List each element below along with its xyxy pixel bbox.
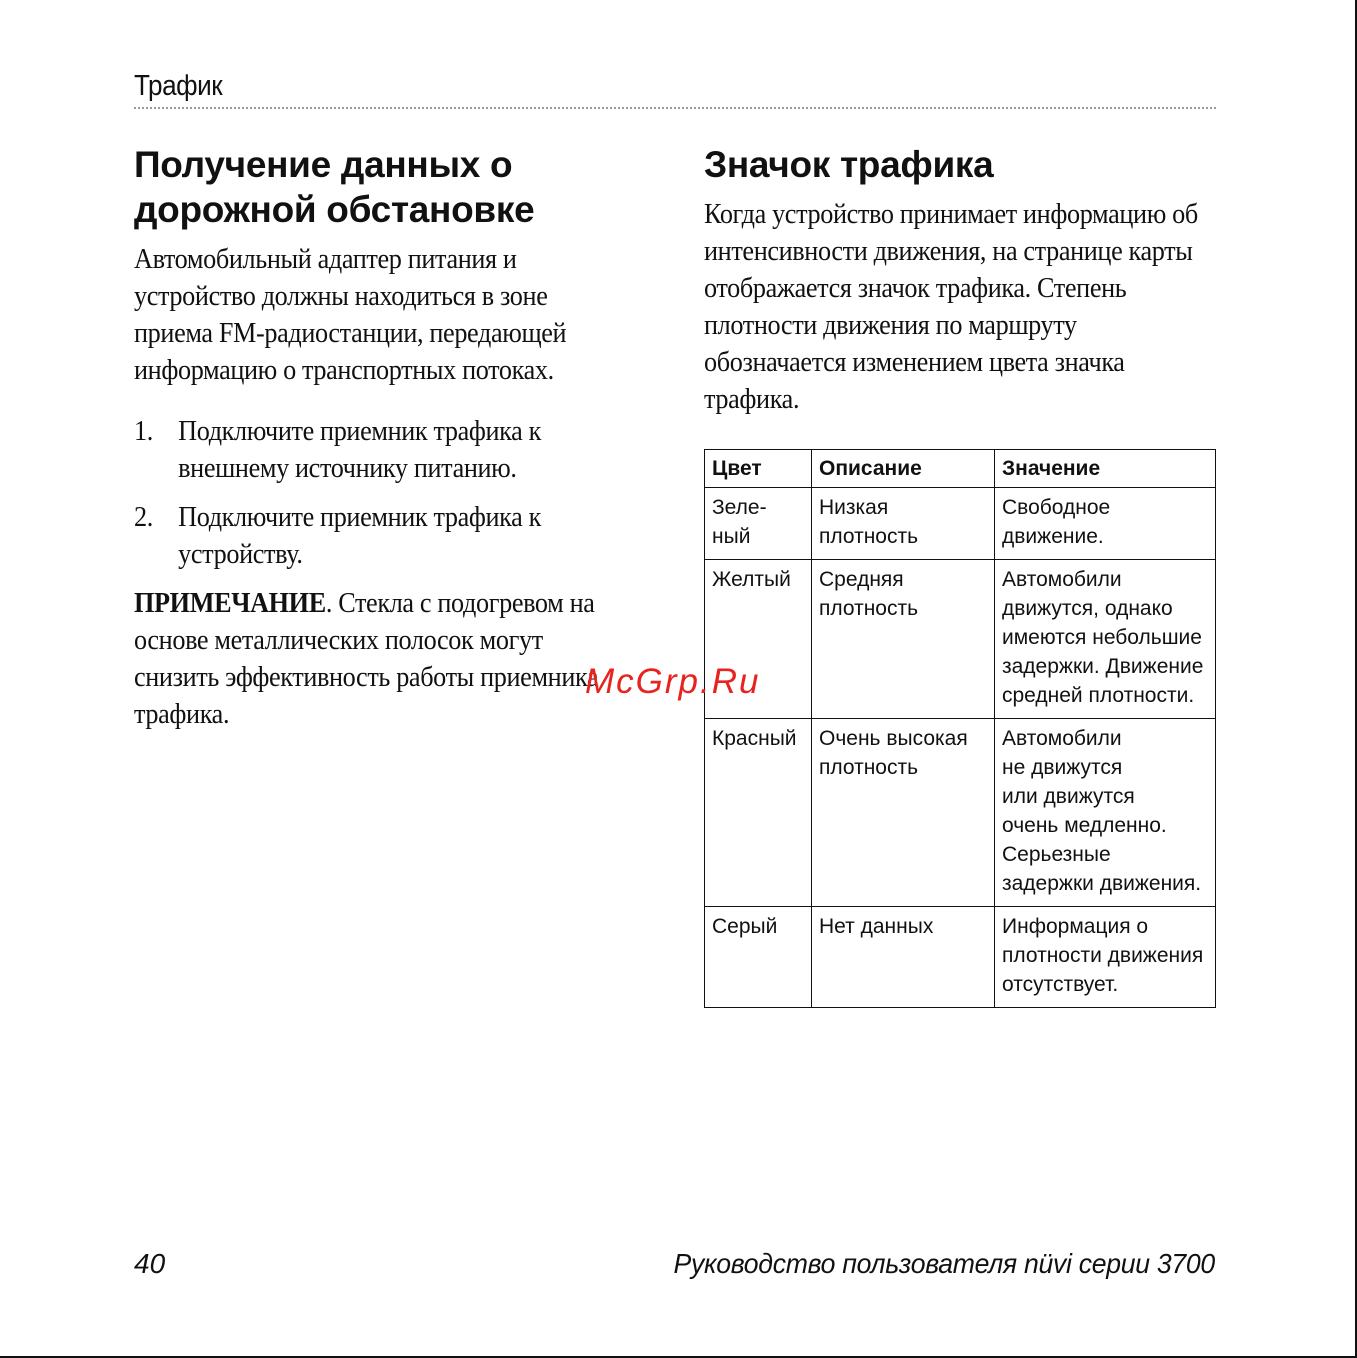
color-cell (705, 488, 812, 560)
cell-line: очень медленно. (1002, 814, 1167, 837)
cell-line: не движутся (1002, 756, 1123, 779)
cell-line: Автомобили (1002, 568, 1122, 591)
cell-line: Информация о (1002, 915, 1149, 938)
cell-line: Серьезные (1002, 843, 1111, 866)
footer-title: Руководство пользователя nüvi серии 3700 (673, 1248, 1215, 1279)
table-row (705, 907, 1216, 1008)
left-column (134, 142, 624, 733)
step-text: Подключите приемник трафика к внешнему источнику питанию. (178, 416, 541, 484)
table-row (705, 719, 1216, 907)
section-header: Трафик (134, 70, 223, 102)
cell-line: плотность (819, 525, 919, 548)
cell-line: Зеле- (712, 496, 767, 519)
step-number: 1. (134, 416, 153, 447)
left-paragraph: Автомобильный адаптер питания и устройство должны находиться в зоне приема FM-радиостанции, передающей информацию о транспортных потоках. (134, 244, 567, 386)
cell-line: Нет данных (819, 915, 934, 938)
cell-line: плотность (819, 597, 919, 620)
right-paragraph: Когда устройство принимает информацию об интенсивности движения, на странице карты отображается значок трафика. Степень плотности движения по маршруту обозначается изменением цвета значка трафика. (704, 199, 1198, 415)
cell-line: движение. (1002, 525, 1104, 548)
meaning-cell (995, 907, 1216, 1008)
cell-line: имеются небольшие (1002, 626, 1202, 649)
cell-line: отсутствует. (1002, 973, 1119, 996)
cell-line: Низкая (819, 496, 889, 519)
cell-line: ный (712, 525, 751, 548)
note-paragraph (134, 585, 622, 733)
cell-line: средней плотности. (1002, 684, 1195, 707)
description-cell (812, 560, 995, 719)
description-cell (812, 488, 995, 560)
step-item (134, 413, 657, 487)
color-cell (705, 907, 812, 1008)
cell-line: движутся, однако (1002, 597, 1173, 620)
header-divider (134, 107, 1216, 109)
cell-line: Свободное (1002, 496, 1111, 519)
page-number: 40 (134, 1248, 166, 1279)
meaning-cell (995, 719, 1216, 907)
color-cell (705, 719, 812, 907)
table-row (705, 560, 1216, 719)
meaning-cell (995, 488, 1216, 560)
steps-list (134, 413, 624, 573)
cell-line: плотность (819, 756, 919, 779)
note-label: ПРИМЕЧАНИЕ (134, 588, 326, 619)
cell-line: или движутся (1002, 785, 1135, 808)
meaning-cell (995, 560, 1216, 719)
left-heading: Получение данных о дорожной обстановке (134, 144, 535, 230)
table-row (705, 488, 1216, 560)
table-header-cell: Цвет (705, 450, 812, 488)
cell-line: Средняя (819, 568, 904, 591)
cell-line: Автомобили (1002, 727, 1122, 750)
watermark-logo: McGrp.Ru (585, 662, 761, 701)
step-item (134, 499, 657, 573)
right-heading: Значок трафика (704, 144, 994, 185)
cell-line: задержки. Движение (1002, 655, 1204, 678)
cell-line: Очень высокая (819, 727, 968, 750)
cell-line: Серый (712, 915, 778, 938)
cell-line: Красный (712, 727, 797, 750)
table-header-cell: Описание (812, 450, 995, 488)
note-text: . Стекла с подогревом на основе металлических полосок могут снизить эффективность работы приемника трафика. (134, 588, 599, 730)
description-cell (812, 907, 995, 1008)
cell-line: задержки движения. (1002, 872, 1202, 895)
step-text: Подключите приемник трафика к устройству. (178, 502, 541, 570)
cell-line: плотности движения (1002, 944, 1204, 967)
traffic-color-table (704, 449, 1216, 1008)
table-header-row (705, 450, 1216, 488)
description-cell (812, 719, 995, 907)
cell-line: Желтый (712, 568, 791, 591)
step-number: 2. (134, 502, 153, 533)
right-column (704, 142, 1219, 418)
table-header-cell: Значение (995, 450, 1216, 488)
